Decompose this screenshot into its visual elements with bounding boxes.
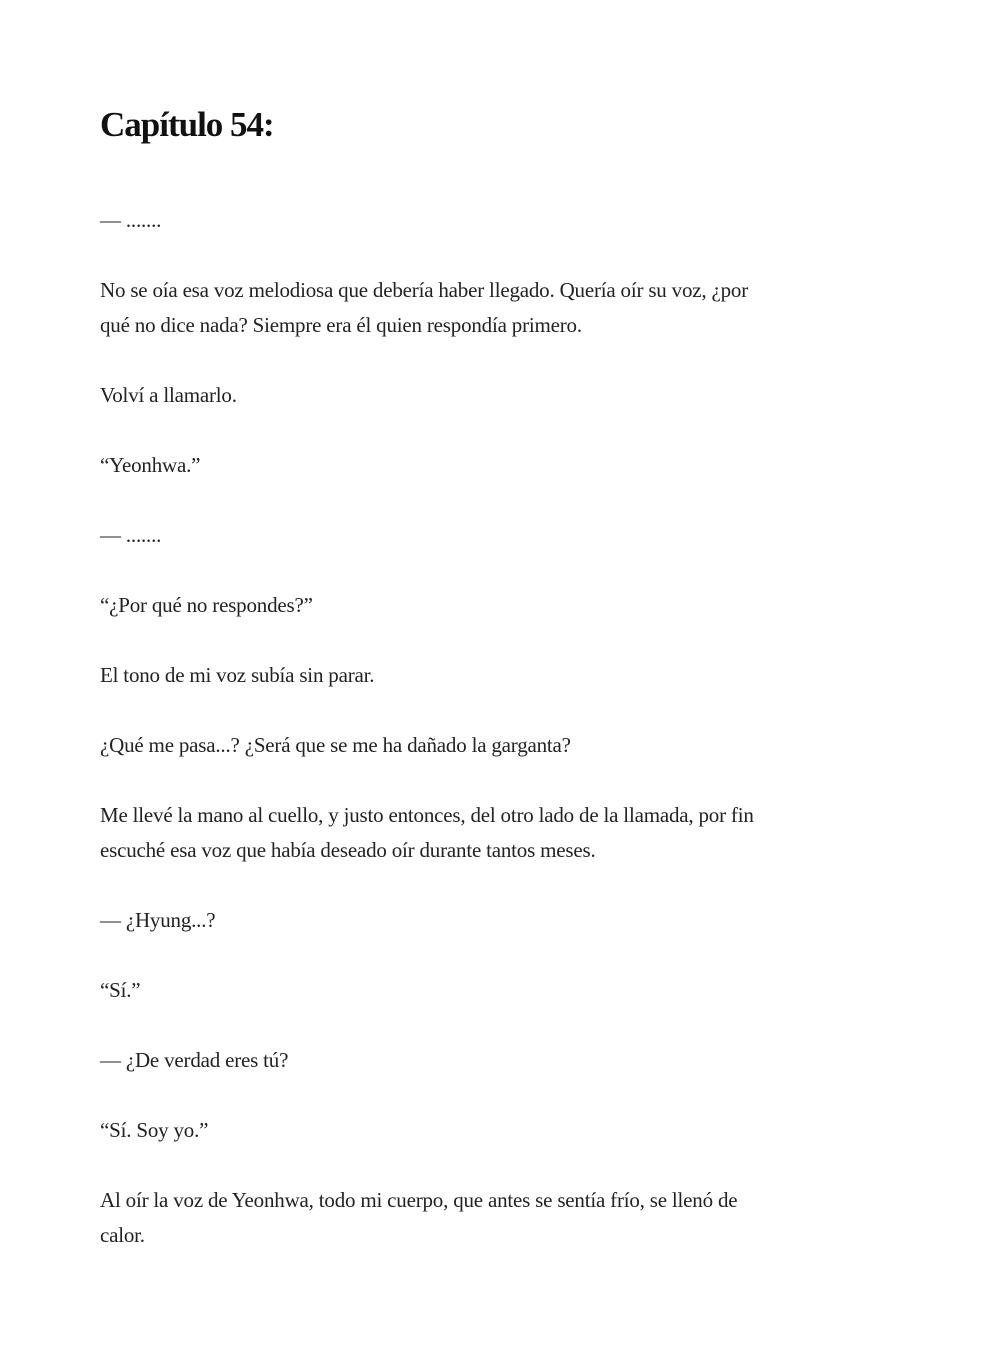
paragraph-line: “Sí.”	[100, 978, 141, 1002]
paragraph-line: “¿Por qué no respondes?”	[100, 593, 313, 617]
paragraph-line: — .......	[100, 523, 162, 547]
paragraph	[100, 448, 920, 483]
paragraph-line: Volví a llamarlo.	[100, 383, 237, 407]
paragraph-line: calor.	[100, 1223, 145, 1247]
paragraph-line: “Yeonhwa.”	[100, 453, 201, 477]
chapter-title: Capítulo 54:	[100, 105, 274, 144]
paragraph	[100, 203, 920, 238]
paragraph-line: — .......	[100, 208, 162, 232]
paragraph	[100, 273, 920, 343]
paragraph	[100, 973, 920, 1008]
paragraph	[100, 1183, 920, 1253]
paragraph-line: qué no dice nada? Siempre era él quien respondía primero.	[100, 313, 582, 337]
paragraph-line: — ¿Hyung...?	[100, 908, 216, 932]
paragraph	[100, 1113, 920, 1148]
paragraph-line: El tono de mi voz subía sin parar.	[100, 663, 375, 687]
paragraph-line: escuché esa voz que había deseado oír durante tantos meses.	[100, 838, 596, 862]
paragraph-line: — ¿De verdad eres tú?	[100, 1048, 289, 1072]
paragraph	[100, 658, 920, 693]
paragraph	[100, 588, 920, 623]
paragraph	[100, 1043, 920, 1078]
paragraph-line: Al oír la voz de Yeonhwa, todo mi cuerpo, que antes se sentía frío, se llenó de	[100, 1188, 738, 1212]
paragraph	[100, 798, 920, 868]
paragraph-line: “Sí. Soy yo.”	[100, 1118, 209, 1142]
paragraph-line: No se oía esa voz melodiosa que debería haber llegado. Quería oír su voz, ¿por	[100, 278, 748, 302]
paragraph-line: Me llevé la mano al cuello, y justo entonces, del otro lado de la llamada, por fin	[100, 803, 754, 827]
paragraph	[100, 378, 920, 413]
paragraph	[100, 903, 920, 938]
paragraph-line: ¿Qué me pasa...? ¿Será que se me ha dañado la garganta?	[100, 733, 571, 757]
paragraph	[100, 728, 920, 763]
paragraph	[100, 518, 920, 553]
chapter-body	[100, 203, 920, 1288]
